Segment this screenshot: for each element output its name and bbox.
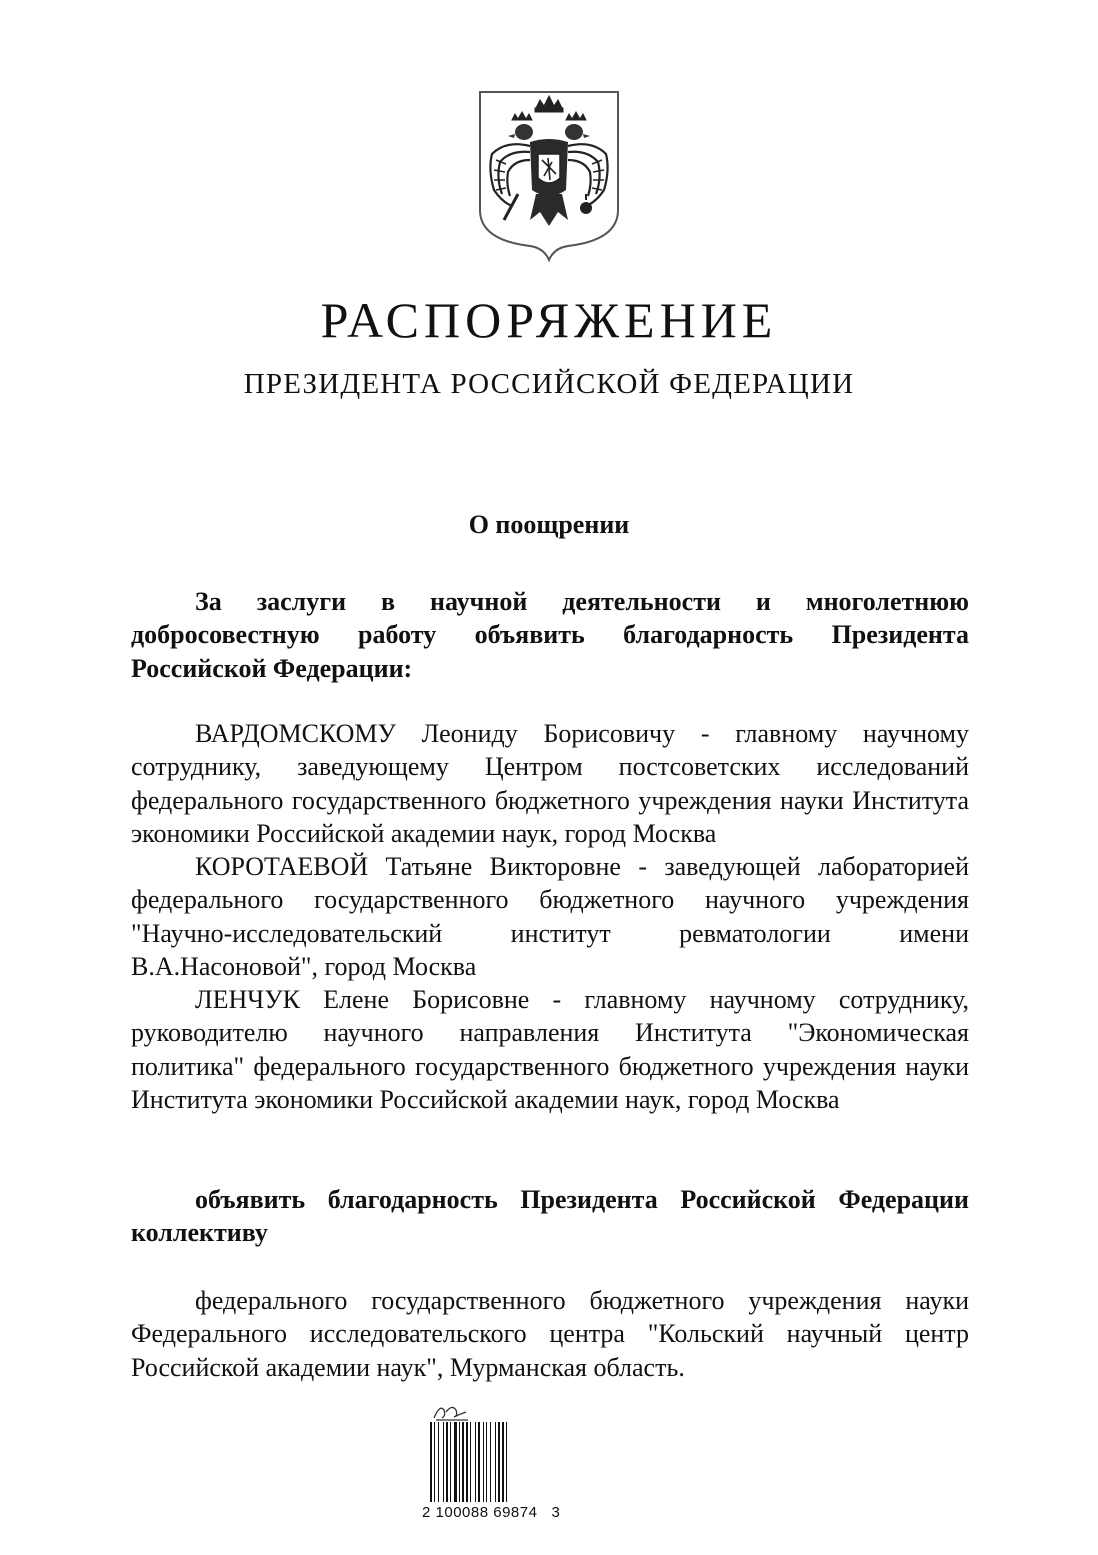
document-heading: О поощрении <box>468 510 630 539</box>
document-subtitle: ПРЕЗИДЕНТА РОССИЙСКОЙ ФЕДЕРАЦИИ <box>243 368 855 400</box>
handwritten-initials <box>432 1400 472 1422</box>
barcode-block <box>420 1400 580 1528</box>
barcode-bar <box>495 1422 496 1502</box>
barcode-bar <box>430 1422 432 1502</box>
barcode-bar <box>502 1422 504 1502</box>
barcode-bar <box>498 1422 500 1502</box>
awardee-paragraph-3: ЛЕНЧУК Елене Борисовне - главному научному сотруднику, руководителю научного направления Института "Экономическая политика" федерального государственного бюджетного учреждения науки Института экономики Российской академии наук, город Москва <box>131 985 969 1115</box>
barcode-bar <box>446 1422 448 1502</box>
barcode-bar <box>459 1422 460 1502</box>
barcode-bar <box>462 1422 464 1502</box>
barcode-number <box>422 1504 560 1521</box>
barcode-bar <box>475 1422 476 1502</box>
barcode-bar <box>470 1422 471 1502</box>
barcode-bar <box>450 1422 451 1502</box>
awardee-paragraph-1: ВАРДОМСКОМУ Леониду Борисовичу - главному научному сотруднику, заведующему Центром постсоветских исследований федерального государственного бюджетного учреждения науки Института экономики Российской академии наук, город Москва <box>131 719 969 849</box>
barcode-bar <box>486 1422 487 1502</box>
organization-paragraph: федерального государственного бюджетного учреждения науки Федерального исследовательского центра "Кольский научный центр Российской академии наук", Мурманская область. <box>131 1286 969 1382</box>
barcode-digits: 2 100088 69874 <box>422 1504 538 1521</box>
intro-paragraph: За заслуги в научной деятельности и многолетнюю добросовестную работу объявить благодарность Президента Российской Федерации: <box>131 587 969 683</box>
barcode-bar <box>434 1422 435 1502</box>
coat-of-arms-icon <box>478 90 620 262</box>
document-title: РАСПОРЯЖЕНИЕ <box>320 292 778 348</box>
awardee-paragraph-2: КОРОТАЕВОЙ Татьяне Викторовне - заведующей лабораторией федерального государственного бюджетного научного учреждения "Научно-исследовательский институт ревматологии имени В.А.Насоновой", город Москва <box>131 852 969 982</box>
barcode-bar <box>466 1422 468 1502</box>
barcode-bar <box>490 1422 491 1502</box>
barcode-bar <box>483 1422 484 1502</box>
barcode-bar <box>438 1422 439 1502</box>
collective-paragraph: объявить благодарность Президента Российской Федерации коллективу <box>131 1185 969 1248</box>
barcode <box>428 1422 552 1502</box>
barcode-bar <box>478 1422 480 1502</box>
barcode-bar <box>443 1422 444 1502</box>
barcode-bar <box>506 1422 507 1502</box>
barcode-bar <box>454 1422 457 1502</box>
barcode-check-digit: 3 <box>551 1504 561 1521</box>
